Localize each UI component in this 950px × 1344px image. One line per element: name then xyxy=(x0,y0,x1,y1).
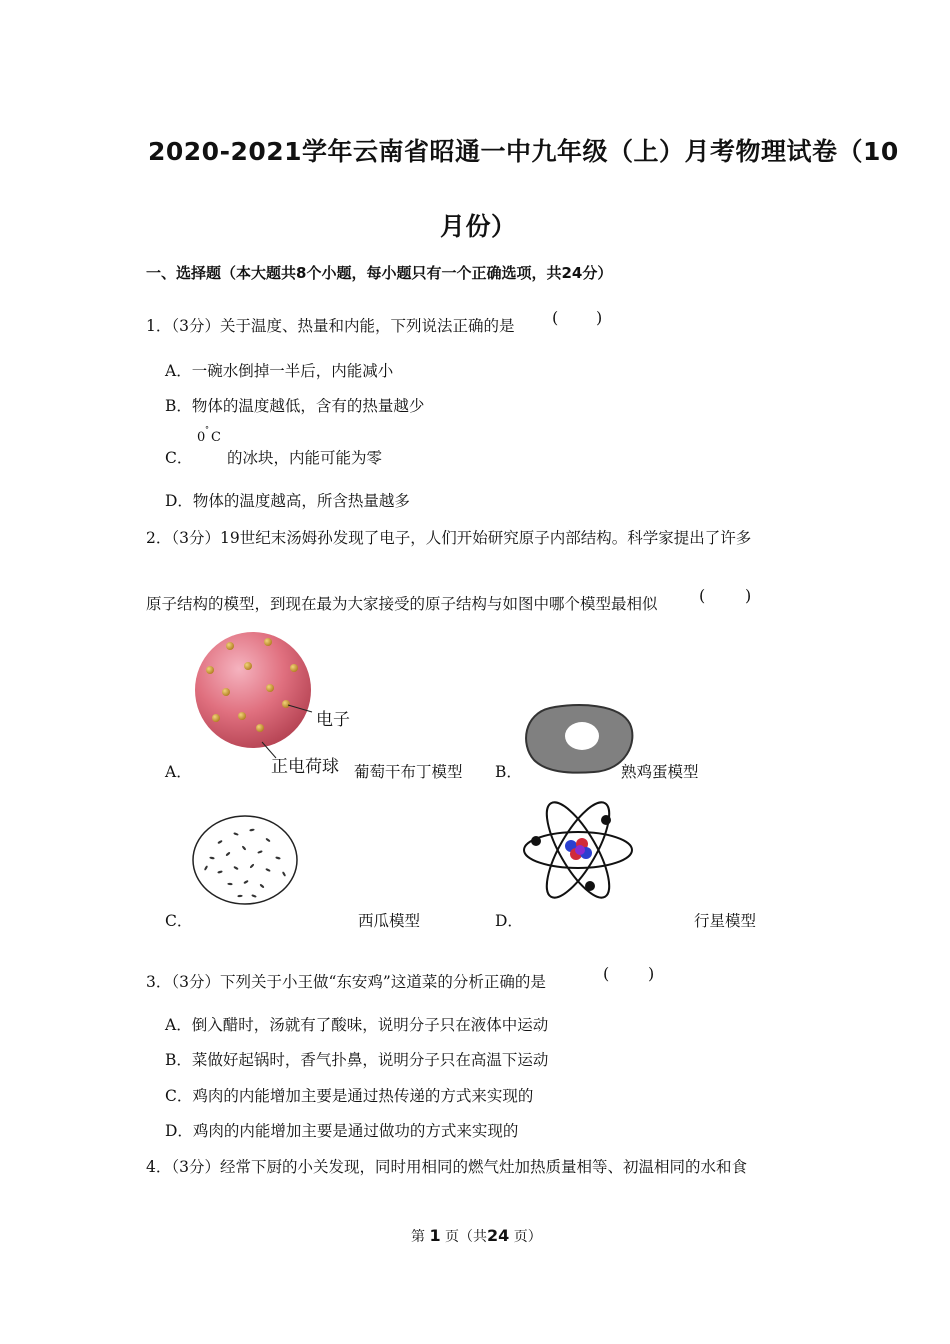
current-page-number: 1 xyxy=(429,1226,441,1245)
question-2-option-d-caption: 行星模型 xyxy=(694,912,757,930)
question-2-option-b-label: B． xyxy=(495,763,522,781)
answer-paren-close: ) xyxy=(745,586,752,605)
question-3-stem: 3．（3分）下列关于小王做“东安鸡”这道菜的分析正确的是 xyxy=(146,973,546,991)
question-2-option-b-caption: 熟鸡蛋模型 xyxy=(621,763,699,781)
question-1-option-c-text: 的冰块，内能可能为零 xyxy=(227,449,383,467)
degree-sign: ° xyxy=(205,425,209,434)
electron-label: 电子 xyxy=(316,710,350,730)
answer-paren-open: ( xyxy=(552,308,559,327)
question-1-option-b: B．物体的温度越低，含有的热量越少 xyxy=(165,397,425,415)
question-2-stem-line-1: 2．（3分）19世纪末汤姆孙发现了电子，人们开始研究原子内部结构。科学家提出了许多 xyxy=(146,529,752,547)
total-page-count: 24 xyxy=(487,1226,510,1245)
question-2-option-a-caption: 葡萄干布丁模型 xyxy=(354,763,463,781)
title-line-2: 月份） xyxy=(440,212,517,241)
question-2-option-a-label: A． xyxy=(165,763,192,781)
page-footer xyxy=(411,1226,542,1246)
answer-paren-close: ) xyxy=(596,308,603,327)
question-2-option-d-label: D． xyxy=(495,912,523,930)
question-3-option-c: C．鸡肉的内能增加主要是通过热传递的方式来实现的 xyxy=(165,1087,534,1105)
question-3-option-d: D．鸡肉的内能增加主要是通过做功的方式来实现的 xyxy=(165,1122,519,1140)
footer-middle: 页（共 xyxy=(445,1229,488,1245)
question-1-option-d: D．物体的温度越高，所含热量越多 xyxy=(165,492,410,510)
question-4-stem: 4．（3分）经常下厨的小关发现，同时用相同的燃气灶加热质量相等、初温相同的水和食 xyxy=(146,1158,747,1176)
footer-suffix: 页） xyxy=(513,1229,542,1245)
question-2-option-c-caption: 西瓜模型 xyxy=(358,912,421,930)
question-2-option-c-label: C． xyxy=(165,912,193,930)
title-line-1: 2020-2021学年云南省昭通一中九年级（上）月考物理试卷（10 xyxy=(148,137,899,166)
question-1-option-c-label: C． xyxy=(165,449,193,467)
temperature-unit: C xyxy=(211,430,221,445)
question-3-option-b: B．菜做好起锅时，香气扑鼻，说明分子只在高温下运动 xyxy=(165,1051,549,1069)
watermelon-model-image xyxy=(190,812,302,908)
planetary-model-image xyxy=(520,790,640,912)
question-1-stem: 1．（3分）关于温度、热量和内能，下列说法正确的是 xyxy=(146,317,515,335)
footer-prefix: 第 xyxy=(411,1229,425,1245)
answer-paren-open: ( xyxy=(603,964,610,983)
positive-sphere-label: 正电荷球 xyxy=(271,757,339,777)
section-heading: 一、选择题（本大题共8个小题，每小题只有一个正确选项，共24分） xyxy=(146,264,613,282)
answer-paren-close: ) xyxy=(648,964,655,983)
temperature-value: 0 xyxy=(197,430,206,445)
answer-paren-open: ( xyxy=(699,586,706,605)
question-2-stem-line-2: 原子结构的模型，到现在最为大家接受的原子结构与如图中哪个模型最相似 xyxy=(146,595,658,613)
question-3-option-a: A．倒入醋时，汤就有了酸味，说明分子只在液体中运动 xyxy=(165,1016,549,1034)
question-1-option-a: A．一碗水倒掉一半后，内能减小 xyxy=(165,362,394,380)
